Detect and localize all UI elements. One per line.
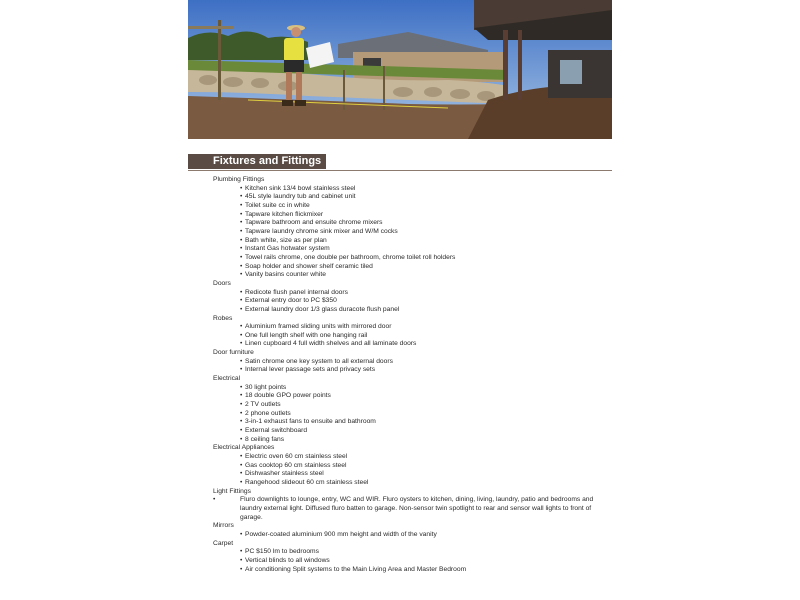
- list-item: • Rangehood slideout 60 cm stainless steel: [213, 479, 603, 488]
- section-header: [188, 154, 612, 171]
- category-label: Door furniture: [213, 349, 254, 357]
- list-item: • Soap holder and shower shelf ceramic tiled: [213, 263, 603, 272]
- list-item: • Tapware kitchen flickmixer: [213, 211, 603, 220]
- list-item: • Electric oven 60 cm stainless steel: [213, 453, 603, 462]
- spec-list: [213, 176, 603, 574]
- list-item: • 30 light points: [213, 384, 603, 393]
- list-item: • Internal lever passage sets and privacy sets: [213, 366, 603, 375]
- item-list: [213, 531, 603, 540]
- list-item: • Tapware bathroom and ensuite chrome mixers: [213, 219, 603, 228]
- list-item: • Linen cupboard 4 full width shelves and all laminate doors: [213, 340, 603, 349]
- item-list: [213, 496, 603, 522]
- list-item: • 2 phone outlets: [213, 410, 603, 419]
- list-item: • External laundry door 1/3 glass duracote flush panel: [213, 306, 603, 315]
- category-electrical: [213, 375, 603, 444]
- category-label: Mirrors: [213, 522, 234, 530]
- list-item: • Dishwasher stainless steel: [213, 470, 603, 479]
- list-item: • Vanity basins counter white: [213, 271, 603, 280]
- list-item: • One full length shelf with one hanging rail: [213, 332, 603, 341]
- section-title: Fixtures and Fittings: [188, 154, 326, 169]
- item-list: [213, 358, 603, 375]
- list-item: • Tapware laundry chrome sink mixer and W/M cocks: [213, 228, 603, 237]
- list-item: • 45L style laundry tub and cabinet unit: [213, 193, 603, 202]
- item-list: [213, 185, 603, 280]
- list-item: • 2 TV outlets: [213, 401, 603, 410]
- category-label: Electrical Appliances: [213, 444, 275, 452]
- category-label: Carpet: [213, 539, 234, 547]
- category-carpet: [213, 540, 603, 575]
- list-item: • Air conditioning Split systems to the Main Living Area and Master Bedroom: [213, 566, 603, 575]
- category-label: Electrical: [213, 375, 241, 383]
- list-item: • 3-in-1 exhaust fans to ensuite and bathroom: [213, 418, 603, 427]
- item-list: [213, 453, 603, 488]
- category-mirrors: [213, 522, 603, 539]
- list-item: • Towel rails chrome, one double per bathroom, chrome toilet roll holders: [213, 254, 603, 263]
- item-list: [213, 323, 603, 349]
- list-item: • Fluro downlights to lounge, entry, WC and WIR. Fluro oysters to kitchen, dining, living, laundry, patio and bedrooms and laundry external light. Diffused fluro batten to garage. Non-sensor twin spotlight to rear and sensor wall lights to front of garage.: [213, 496, 603, 522]
- item-list: [213, 384, 603, 445]
- list-item: • Redicote flush panel internal doors: [213, 289, 603, 298]
- category-electrical-appliances: [213, 444, 603, 487]
- list-item: • Instant Gas hotwater system: [213, 245, 603, 254]
- list-item: • Aluminium framed sliding units with mirrored door: [213, 323, 603, 332]
- list-item: • Satin chrome one key system to all external doors: [213, 358, 603, 367]
- category-door-furniture: [213, 349, 603, 375]
- category-plumbing-fittings: [213, 176, 603, 280]
- list-item: • Kitchen sink 13/4 bowl stainless steel: [213, 185, 603, 194]
- category-robes: [213, 315, 603, 350]
- list-item: • External switchboard: [213, 427, 603, 436]
- category-label: Light Fittings: [213, 487, 251, 495]
- category-label: Plumbing Fittings: [213, 176, 265, 183]
- item-list: [213, 289, 603, 315]
- category-light-fittings: [213, 488, 603, 523]
- list-item: • Powder-coated aluminium 900 mm height and width of the vanity: [213, 531, 603, 540]
- category-doors: [213, 280, 603, 315]
- item-list: [213, 548, 603, 574]
- list-item: • Vertical blinds to all windows: [213, 557, 603, 566]
- list-item: • 8 ceiling fans: [213, 436, 603, 445]
- list-item: • External entry door to PC $350: [213, 297, 603, 306]
- list-item: • 18 double GPO power points: [213, 392, 603, 401]
- category-label: Robes: [213, 314, 233, 322]
- category-label: Doors: [213, 279, 231, 287]
- list-item: • PC $150 lm to bedrooms: [213, 548, 603, 557]
- list-item: • Toilet suite cc in white: [213, 202, 603, 211]
- header-photo: [188, 0, 612, 139]
- list-item: • Bath white, size as per plan: [213, 237, 603, 246]
- list-item: • Gas cooktop 60 cm stainless steel: [213, 462, 603, 471]
